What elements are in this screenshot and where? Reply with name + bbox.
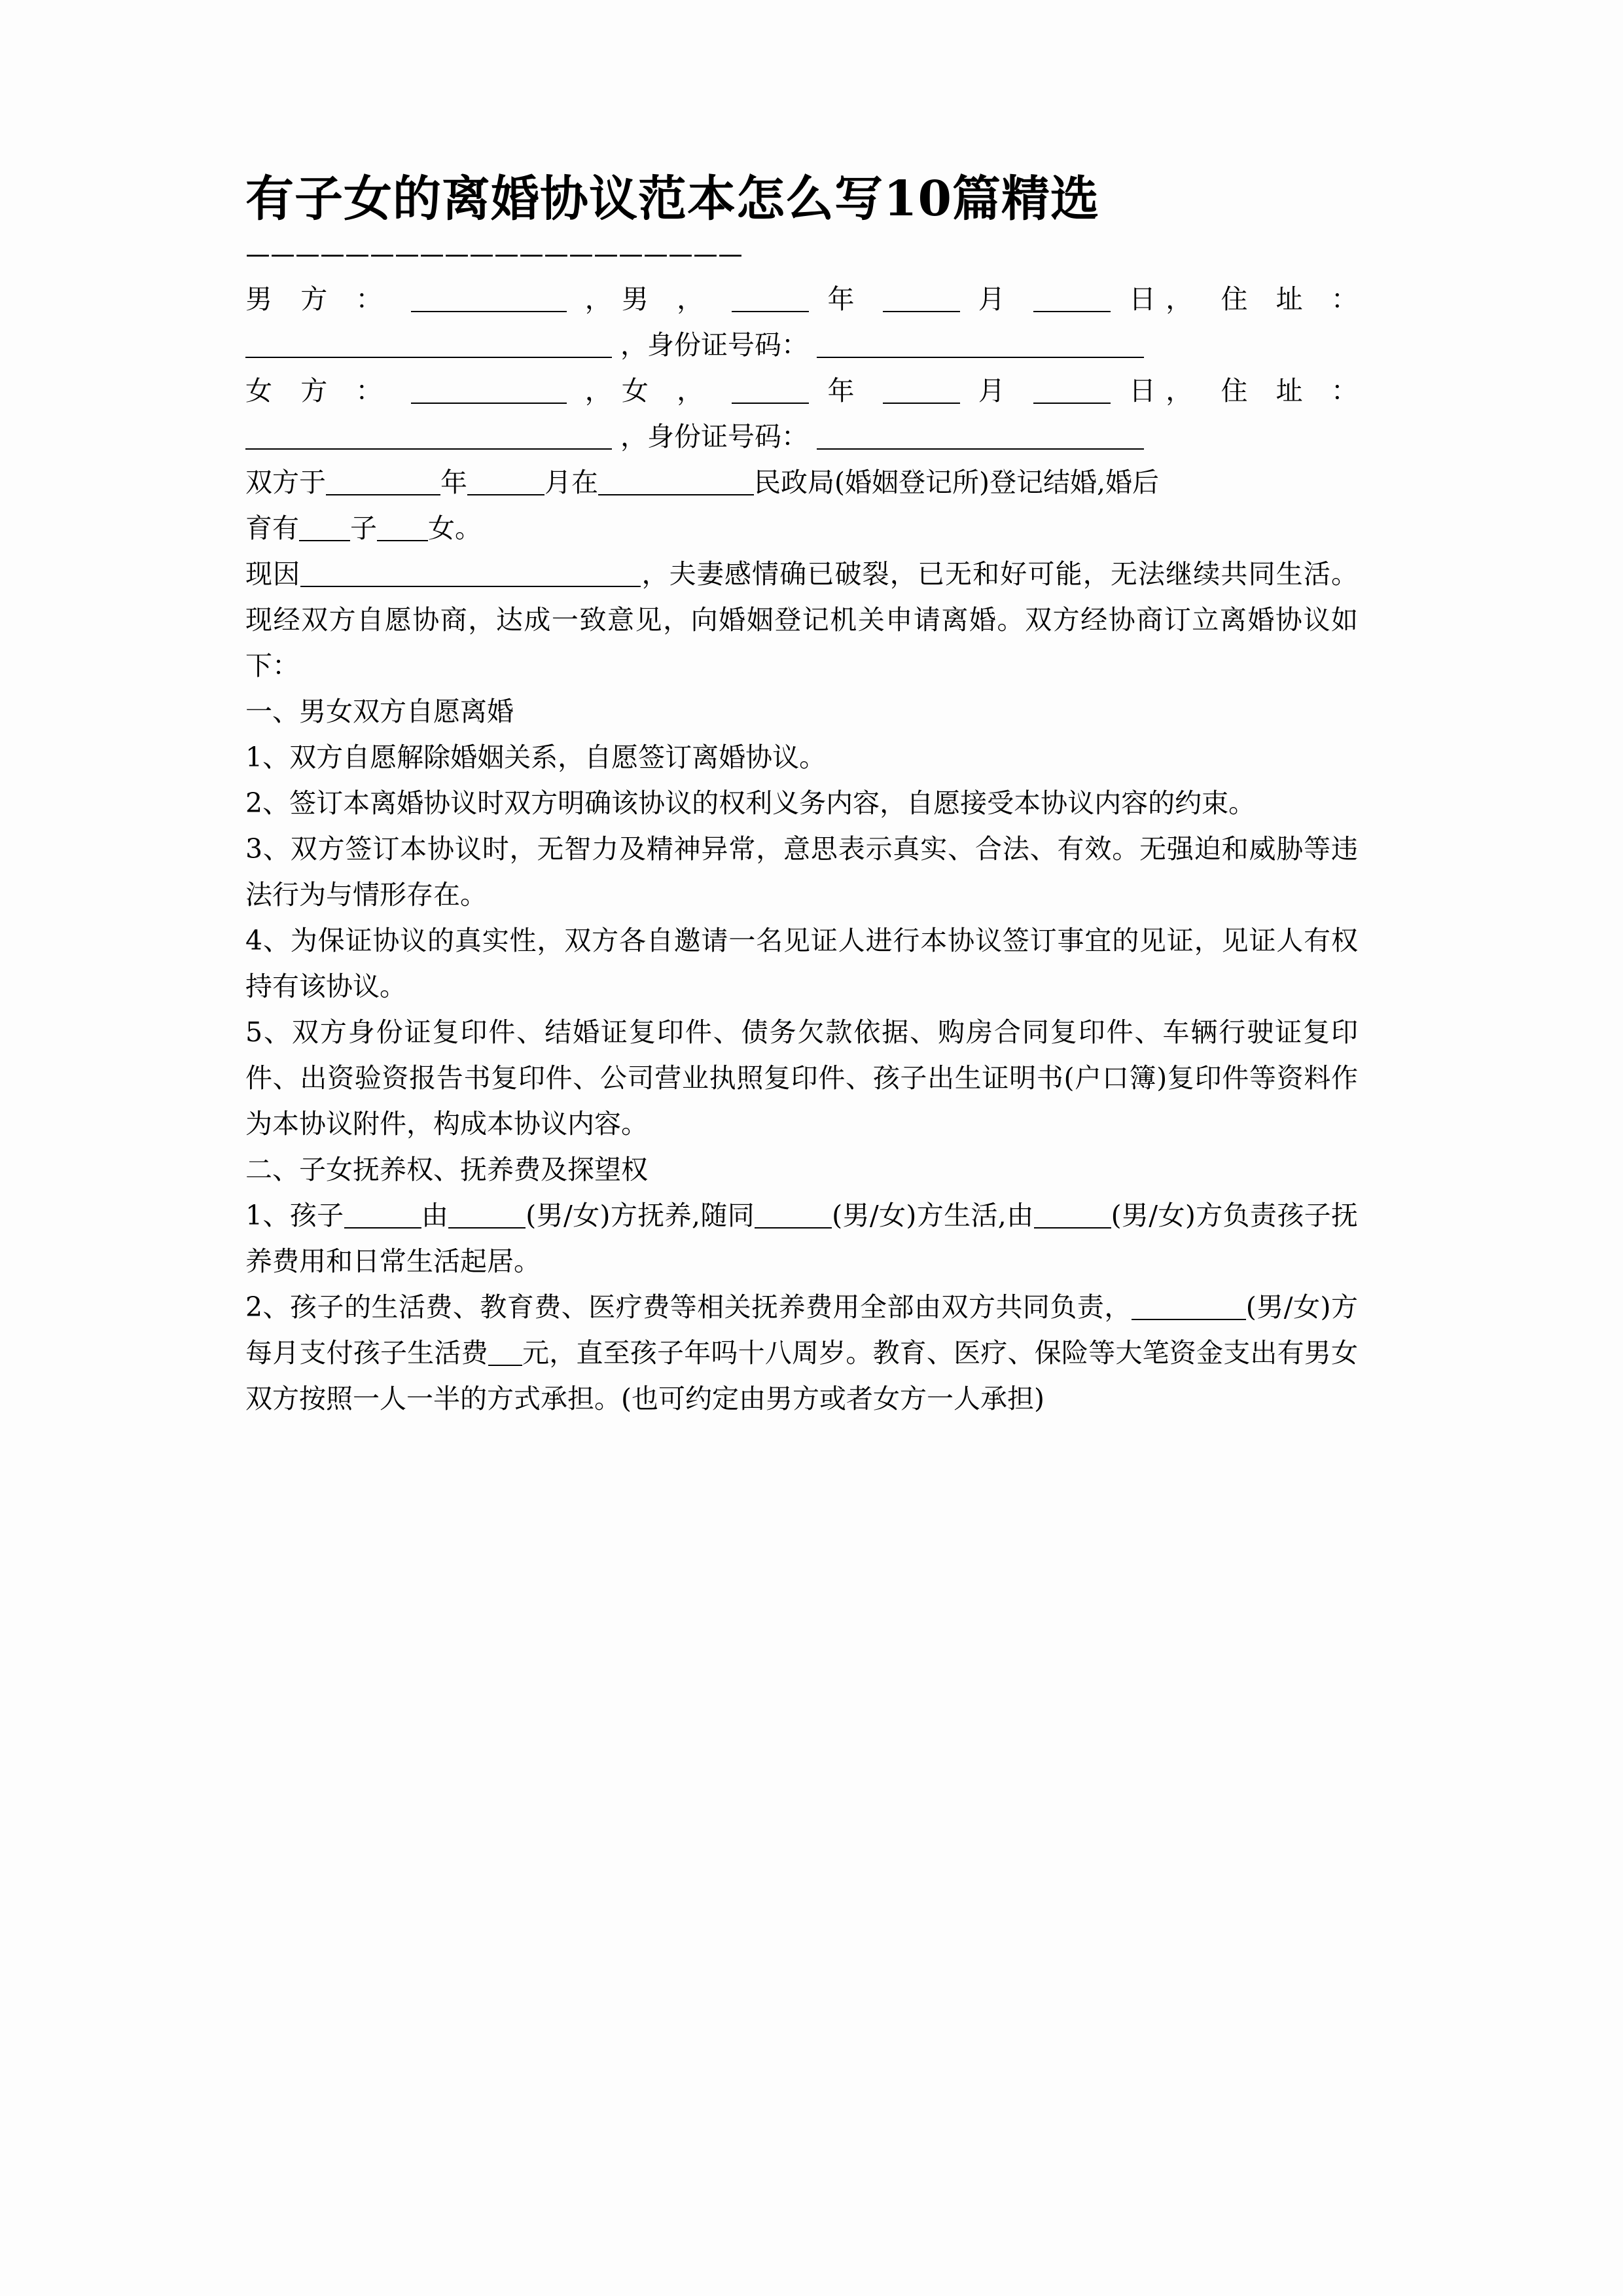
- reason-blank[interactable]: [300, 566, 641, 587]
- male-birth-day-blank[interactable]: [1033, 291, 1111, 312]
- female-birth-year-blank[interactable]: [732, 383, 809, 404]
- reason-prefix: 现因: [245, 558, 301, 590]
- male-name-blank[interactable]: [411, 291, 567, 312]
- female-birth-month-blank[interactable]: [883, 383, 960, 404]
- female-id-line: [245, 414, 1358, 459]
- child-name-blank[interactable]: [344, 1208, 421, 1229]
- son-count-blank[interactable]: [299, 520, 350, 541]
- section-two-heading: 二、子女抚养权、抚养费及探望权: [245, 1153, 648, 1185]
- monthly-amount-blank[interactable]: [488, 1345, 522, 1366]
- male-id-label: ，身份证号码：: [620, 329, 809, 361]
- daughter-count-blank[interactable]: [377, 520, 428, 541]
- female-gender-text: ，女 ，: [584, 374, 714, 406]
- male-birth-month-blank[interactable]: [883, 291, 960, 312]
- female-name-blank[interactable]: [411, 383, 567, 404]
- marriage-registration-paragraph: [245, 459, 1358, 505]
- male-birth-year-blank[interactable]: [732, 291, 809, 312]
- clause-2-1-part-d: (男/女)方生活,由: [832, 1199, 1034, 1231]
- clause-2-2-part-c: 元，直至孩子年吗十八周岁。教育、医疗、保险等大笔资金支出有男女双方按照一人一半的方式承担。(也可约定由男方或者女方一人承担): [245, 1336, 1359, 1414]
- female-address-label: 住 址 ：: [1221, 374, 1358, 406]
- children-prefix: 育有: [245, 512, 299, 544]
- male-gender-text: ，男 ，: [584, 283, 714, 315]
- female-id-blank[interactable]: [817, 429, 1144, 450]
- female-month-label: 月: [978, 374, 1015, 406]
- clause-1-1: 1、双方自愿解除婚姻关系，自愿签订离婚协议。: [245, 741, 827, 773]
- clause-2-1-part-e: (男/女)方负责孩子抚养费用和日常生活起居。: [245, 1199, 1359, 1277]
- reason-body: ，夫妻感情确已破裂，已无和好可能，无法继续共同生活。现经双方自愿协商，达成一致意见，向婚姻登记机关申请离婚。双方经协商订立离婚协议如下：: [245, 558, 1359, 681]
- daughter-label: 女。: [428, 512, 482, 544]
- male-id-line: [245, 322, 1358, 368]
- male-party-label: 男 方 ：: [245, 283, 393, 315]
- male-party-line: [245, 276, 1358, 322]
- reason-paragraph: [245, 551, 1358, 689]
- female-day-label: 日，: [1129, 374, 1203, 406]
- living-with-party-blank[interactable]: [755, 1208, 832, 1229]
- clause-2-1-part-b: 由: [421, 1199, 449, 1231]
- female-year-label: 年: [827, 374, 865, 406]
- male-year-label: 年: [827, 283, 865, 315]
- female-party-label: 女 方 ：: [245, 374, 393, 406]
- clause-2-1-part-a: 1、孩子: [245, 1199, 344, 1231]
- female-id-label: ，身份证号码：: [620, 420, 809, 452]
- support-party-blank[interactable]: [1034, 1208, 1111, 1229]
- document-content: [245, 167, 1358, 1422]
- clause-1-5: 5、双方身份证复印件、结婚证复印件、债务欠款依据、购房合同复印件、车辆行驶证复印件、出资验资报告书复印件、公司营业执照复印件、孩子出生证明书(户口簿)复印件等资料作为本协议附件，构成本协议内容。: [245, 1016, 1358, 1139]
- section-one-heading: 一、男女双方自愿离婚: [245, 695, 514, 727]
- male-month-label: 月: [978, 283, 1015, 315]
- marriage-year-label: 年: [440, 466, 467, 498]
- clause-2-2-part-a: 2、孩子的生活费、教育费、医疗费等相关抚养费用全部由双方共同负责，: [245, 1291, 1132, 1323]
- clause-2-1-part-c: (男/女)方抚养,随同: [526, 1199, 755, 1231]
- marriage-month-blank[interactable]: [467, 475, 544, 495]
- children-count-paragraph: [245, 505, 1358, 551]
- female-party-line: [245, 368, 1358, 414]
- son-label: 子: [350, 512, 377, 544]
- page-title: 有子女的离婚协议范本怎么写10篇精选: [245, 171, 1099, 227]
- marriage-bureau-text: 民政局(婚姻登记所)登记结婚,婚后: [754, 466, 1160, 498]
- marriage-prefix: 双方于: [245, 466, 326, 498]
- female-address-blank[interactable]: [245, 429, 612, 450]
- male-address-label: 住 址 ：: [1221, 283, 1358, 315]
- marriage-place-blank[interactable]: [598, 475, 754, 495]
- custody-party-blank[interactable]: [448, 1208, 526, 1229]
- male-id-blank[interactable]: [817, 337, 1144, 358]
- clause-2-1: [245, 1193, 1358, 1284]
- marriage-year-blank[interactable]: [326, 475, 440, 495]
- clause-1-2: 2、签订本离婚协议时双方明确该协议的权利义务内容，自愿接受本协议内容的约束。: [245, 787, 1256, 819]
- clause-1-3: 3、双方签订本协议时，无智力及精神异常，意思表示真实、合法、有效。无强迫和威胁等违法行为与情形存在。: [245, 833, 1358, 910]
- marriage-month-label: 月在: [544, 466, 598, 498]
- clause-2-2-part-b: (男/女)方每月支付孩子生活费: [245, 1291, 1358, 1369]
- monthly-payer-blank[interactable]: [1132, 1299, 1246, 1320]
- clause-2-2: [245, 1284, 1358, 1422]
- title-separator-rule: ————————————————————: [245, 247, 743, 263]
- female-birth-day-blank[interactable]: [1033, 383, 1111, 404]
- male-day-label: 日，: [1129, 283, 1203, 315]
- clause-1-4: 4、为保证协议的真实性，双方各自邀请一名见证人进行本协议签订事宜的见证，见证人有权持有该协议。: [245, 924, 1358, 1002]
- male-address-blank[interactable]: [245, 337, 612, 358]
